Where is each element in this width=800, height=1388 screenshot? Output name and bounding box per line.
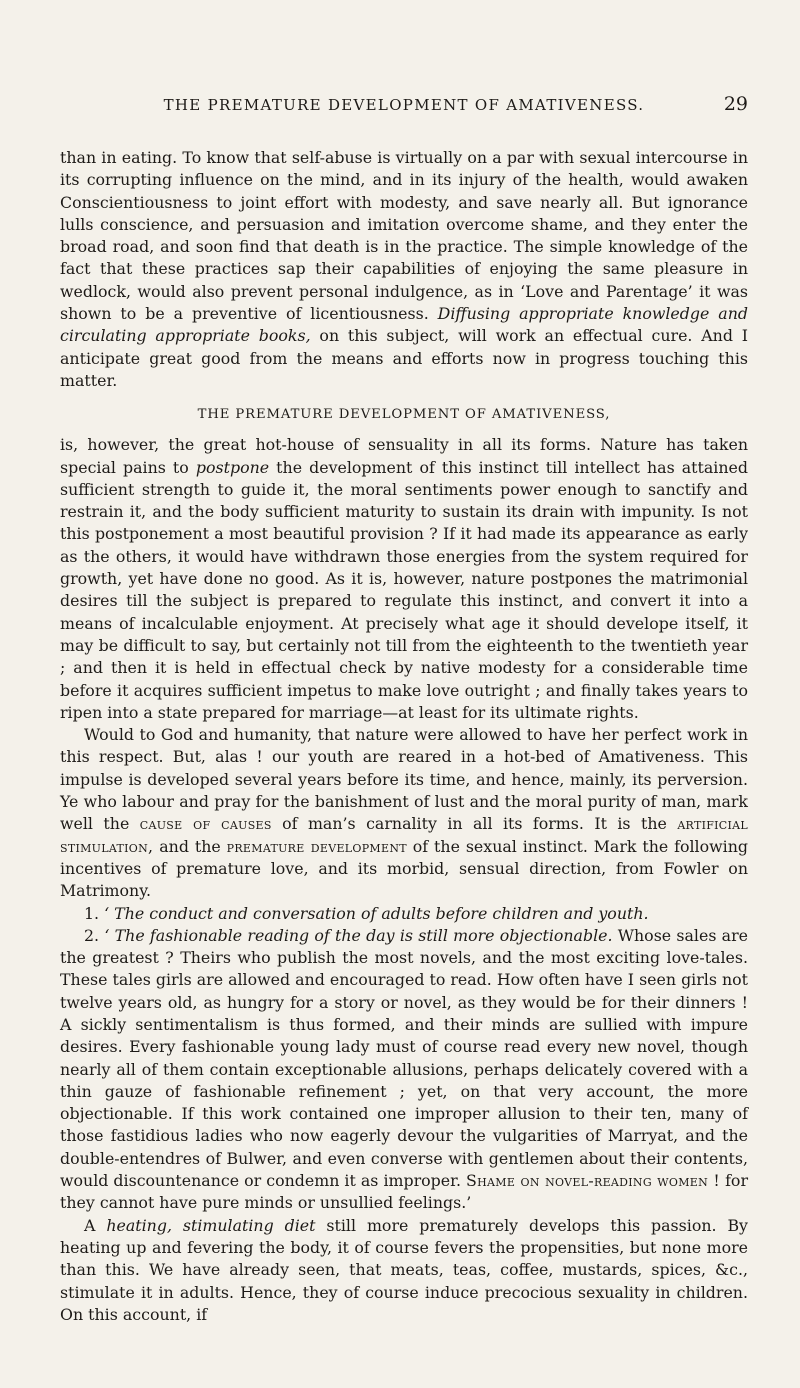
text-run: still more prematurely develops this passion. By heating up and fevering the body, it of course fevers the propensities, but none more than this. We have already seen, that meats, teas, coffee, mustards, spices, &c., stimulate it in adults. Hence, they of course induce precocious sexuality in children. On this account, if bbox=[60, 1215, 748, 1324]
small-caps-phrase: artificial stimulation, bbox=[60, 814, 749, 856]
italic-phrase: heating, stimulating diet bbox=[106, 1215, 316, 1235]
text-run: on this subject, will work an effectual cure. And I anticipate great good from the means and efforts now in progress touching this matter. bbox=[60, 326, 748, 390]
body-text bbox=[60, 147, 748, 1326]
text-run: Would to God and humanity, that nature were allowed to have her perfect work in this respect. But, alas ! our youth are reared in a hot-bed of Amativeness. This impulse is developed several years before its time, and hence, mainly, its perversion. Ye who labour and pray for the banishment of lust and the moral purity of man, mark well the bbox=[60, 725, 748, 834]
text-run: the development of this instinct till intellect has attained sufficient strength to guide it, the moral sentiments power enough to sanctify and restrain it, and the body sufficient maturity to sustain its drain with impunity. Is not this postponement a most beautiful provision ? If it had made its appearance as early as the others, it would have withdrawn those energies from the system required for growth, yet have done no good. As it is, however, nature postpones the matrimonial desires till the subject is prepared to regulate this instinct, and convert it into a means of incalculable enjoyment. At precisely what age it should develope itself, it may be difficult to say, but certainly not till from the eighteenth to the twentieth year ; and then it is held in effectual check by native modesty for a considerable time before it acquires sufficient impetus to make love outright ; and finally takes years to ripen into a state prepared for marriage—at least for its ultimate rights. bbox=[60, 457, 748, 722]
paragraph bbox=[60, 724, 748, 902]
text-run: than in eating. To know that self-abuse is virtually on a par with sexual intercourse in its corrupting influence on the mind, and in its injury of the health, would awaken Conscientiousness to joint effort with modesty, and save nearly all. But ignorance lulls conscience, and persuasion and imitation overcome shame, and they enter the broad road, and soon find that death is in the practice. The simple knowledge of the fact that these practices sap their capabilities of enjoying the same pleasure in wedlock, would also prevent personal indulgence, as in ‘Love and Parentage’ it was shown to be a preventive of licentiousness. bbox=[60, 148, 748, 324]
section-heading: THE PREMATURE DEVELOPMENT OF AMATIVENESS, bbox=[197, 407, 611, 423]
running-head bbox=[60, 93, 748, 118]
paragraph bbox=[60, 434, 748, 724]
text-run: is, however, the great hot-house of sensuality in all its forms. Nature has taken special pains to bbox=[60, 435, 748, 477]
text-run: of the sexual instinct. Mark the following incentives of premature love, and its morbid, sensual direction, from Fowler on Matrimony. bbox=[60, 836, 748, 901]
italic-phrase: ‘ The conduct and conversation of adults before children and youth. bbox=[104, 903, 649, 923]
small-caps-phrase: cause of causes bbox=[139, 814, 272, 834]
list-item bbox=[60, 903, 748, 925]
small-caps-phrase: premature development bbox=[226, 836, 407, 856]
text-run: and the bbox=[153, 836, 227, 856]
list-number: 1. bbox=[84, 903, 100, 923]
text-run: A bbox=[84, 1215, 107, 1235]
italic-phrase: postpone bbox=[195, 457, 270, 477]
page-number: 29 bbox=[723, 93, 748, 115]
paragraph-continued bbox=[60, 147, 748, 392]
small-caps-phrase: Shame on novel-reading women ! bbox=[466, 1171, 721, 1191]
list-item bbox=[60, 925, 748, 1215]
list-number: 2. bbox=[84, 925, 100, 945]
italic-phrase: Diffusing appropriate knowledge and circulating appropriate books, bbox=[60, 304, 748, 346]
paragraph bbox=[60, 1215, 748, 1326]
text-run: for they cannot have pure minds or unsullied feelings.’ bbox=[60, 1171, 748, 1213]
running-head-title: THE PREMATURE DEVELOPMENT OF AMATIVENESS. bbox=[163, 96, 645, 114]
text-run: Whose sales are the greatest ? Theirs who publish the most novels, and the most exciting love-tales. These tales girls are allowed and encouraged to read. How often have I seen girls not twelve years old, as hungry for a story or novel, as they would be for their dinners ! A sickly sentimentalism is thus formed, and their minds are sullied with impure desires. Every fashionable young lady must of course read every new novel, though nearly all of them contain exceptionable allusions, perhaps delicately covered with a thin gauze of fashionable refinement ; yet, on that very account, the more objectionable. If this work contained one improper allusion to their ten, many of those fastidious ladies who now eagerly devour the vulgarities of Marryat, and the double-entendres of Bulwer, and even converse with gentlemen about their contents, would discountenance or condemn it as improper. bbox=[60, 925, 748, 1191]
italic-phrase: ‘ The fashionable reading of the day is still more objectionable. bbox=[104, 925, 613, 945]
text-run: of man’s carnality in all its forms. It is the bbox=[271, 814, 678, 834]
